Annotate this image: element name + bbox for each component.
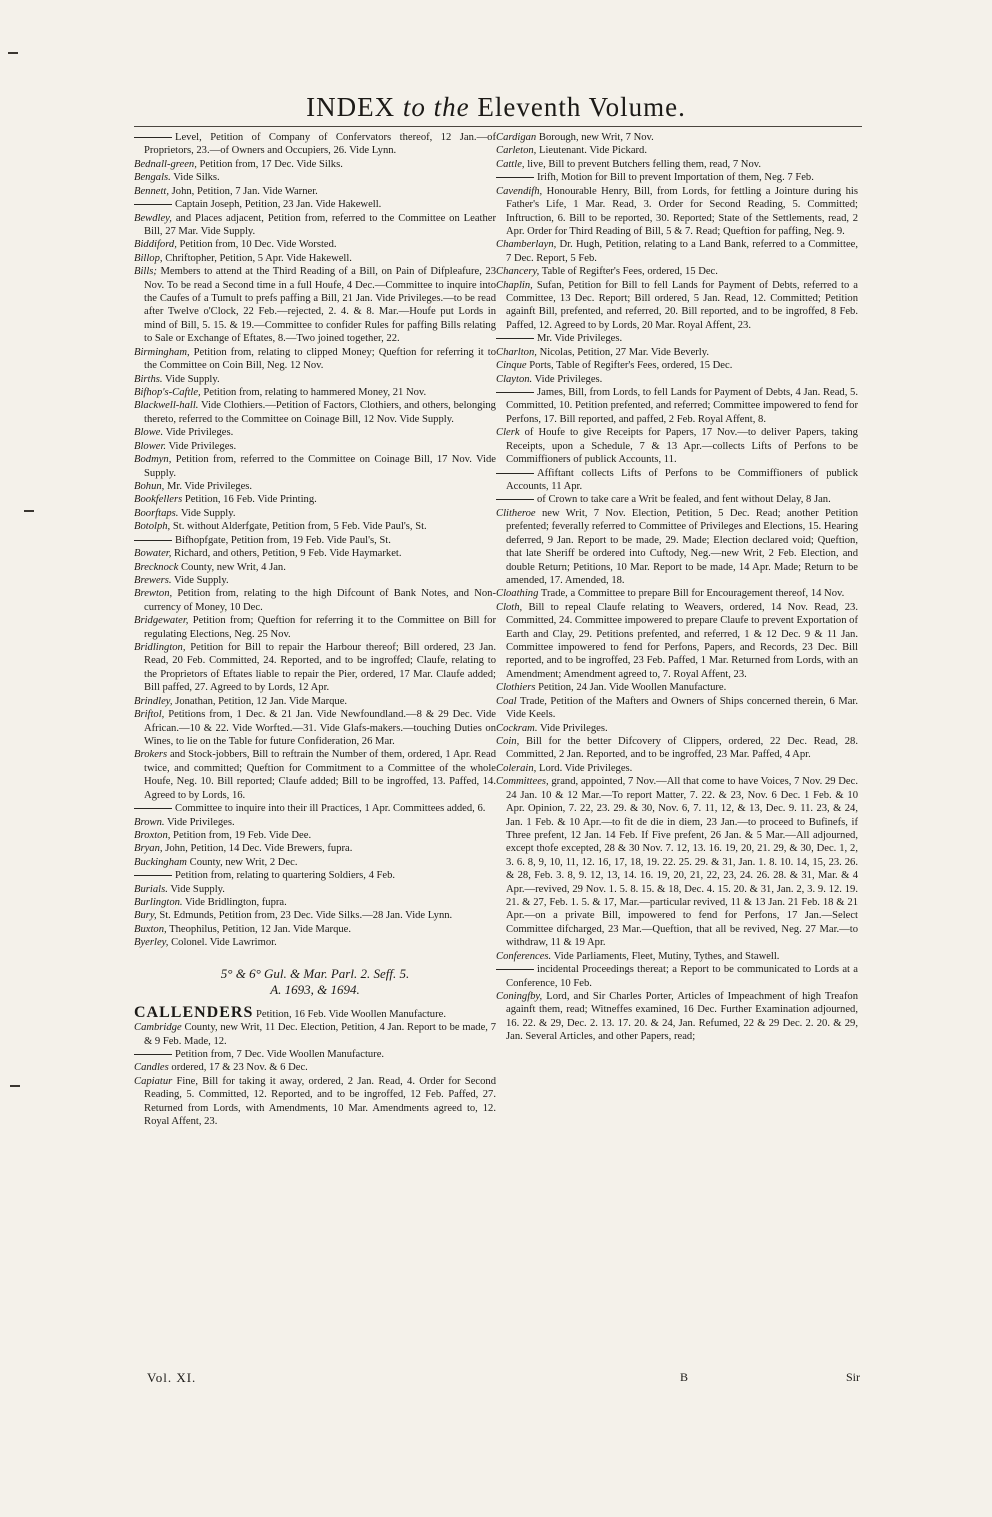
entry-text: and Places adjacent, Petition from, referred to the Committee on Leather Bill, 27 Mar. Vide Supply. (144, 212, 496, 237)
entry-text: Vide Bridlington, fupra. (185, 897, 287, 909)
entry-heading: Blackwell-hall. (134, 400, 199, 412)
entry-text: Irifh, Motion for Bill to prevent Importation of them, Neg. 7 Feb. (537, 172, 814, 184)
entry-text: Vide Supply. (174, 574, 229, 586)
index-entry (496, 950, 858, 963)
ditto-dash (496, 499, 534, 500)
entry-heading: Bewdley, (134, 212, 172, 224)
index-entry (496, 735, 858, 762)
index-entry (134, 574, 496, 587)
entry-text: Petition from; Queftion for referring it to the Committee on Bill for regulating Elections, Neg. 25 Nov. (144, 615, 496, 640)
left-column (134, 131, 496, 1129)
index-entry (134, 1021, 496, 1048)
entry-text: Vide Privileges. (539, 722, 608, 734)
index-entry (134, 842, 496, 855)
index-entry (134, 198, 496, 211)
entry-text: Chriftopher, Petition, 5 Apr. Vide Hakewell. (165, 252, 352, 264)
entry-text: and Stock-jobbers, Bill to reftrain the Number of them, ordered, 1 Apr. Read twice, and committed; Queftion for Commitment to a Committee of the whole Houfe, Neg. 10. Bill reported; Claufe added; Bill to be ingroffed, 13. Paffed, 14. Agreed to by Lords, 16. (144, 749, 496, 801)
entry-text: Petition from, relating to hammered Money, 21 Nov. (203, 387, 427, 399)
entry-text: St. without Alderfgate, Petition from, 5 Feb. Vide Paul's, St. (172, 521, 427, 533)
entry-heading: Birmingham, (134, 346, 190, 358)
header-index: INDEX (306, 92, 396, 122)
session-line-1: 5° & 6° Gul. & Mar. Parl. 2. Seff. 5. (220, 965, 410, 981)
session-heading (134, 966, 496, 998)
entry-text: Lord, and Sir Charles Porter, Articles of Impeachment of high Treafon againft them, read; Witneffes examined, 16 Dec. Further Examination adjourned, 16. 22. & 29, Dec. 2. 13. 17. 20. & 24, Jan. Refumed, 22 & 29 Dec. 2. 20. & 29, Jan. Several Articles, and other Papers, read; (506, 991, 859, 1043)
index-entry (496, 158, 858, 171)
entry-text: Petition, 16 Feb. Vide Woollen Manufacture. (256, 1008, 446, 1020)
index-entry (134, 171, 496, 184)
entry-text: Lieutenant. Vide Pickard. (538, 145, 648, 157)
entry-heading: Chancery, (496, 266, 540, 278)
entry-heading: Clayton. (496, 373, 533, 385)
entry-text: Petition from, referred to the Committee on Coinage Bill, 17 Nov. Vide Supply. (144, 454, 496, 479)
entry-text: Trade, a Committee to prepare Bill for Encouragement thereof, 14 Nov. (540, 588, 845, 600)
ditto-dash (496, 338, 534, 339)
volume-footer: Vol. XI. (147, 1370, 197, 1385)
entry-heading: Chamberlayn, (496, 239, 557, 251)
index-entry (134, 131, 496, 158)
entry-text: County, new Writ, 2 Dec. (189, 856, 298, 868)
index-entry (496, 601, 858, 682)
entry-text: Petition, 16 Feb. Vide Printing. (184, 494, 317, 506)
entry-heading: Cambridge (134, 1022, 182, 1034)
index-entry (134, 856, 496, 869)
entry-text: Petition from, relating to clipped Money; Queftion for referring it to the Committee on Coin Bill, Neg. 12 Nov. (144, 346, 496, 372)
index-entry (134, 923, 496, 936)
entry-heading: Cinque (496, 360, 527, 372)
entry-text: Captain Joseph, Petition, 23 Jan. Vide Hakewell. (175, 199, 382, 211)
entry-heading: Committees, (496, 776, 549, 788)
entry-text: of Crown to take care a Writ be fealed, and fent without Delay, 8 Jan. (537, 494, 831, 506)
index-entry (134, 480, 496, 493)
entry-text: Members to attend at the Third Reading of a Bill, on Pain of Difpleafure, 23 Nov. To be read a Second time in a full Houfe, 4 Dec.—Committee to inquire into the Caufes of a Tumult to prefs paffing a Bill, 21 Jan. Vide Privileges.—to be read after Twelve o'Clock, 22 Feb.—rejected, 2. 4. & 8. Mar.—Houfe put Lords in mind of Bill, 5. 15. & 19.—Committee to confider Rules for paffing Bills relating to Sale or Exchange of Eftates, 8.—Two joined together, 22. (144, 266, 496, 345)
entry-heading: Bryan, (134, 843, 163, 855)
index-entry (496, 963, 858, 990)
entry-text: Vide Privileges. (166, 816, 235, 828)
index-entry (134, 386, 496, 399)
margin-tick (24, 510, 34, 512)
entry-text: ordered, 17 & 23 Nov. & 6 Dec. (171, 1062, 308, 1074)
index-entry (134, 212, 496, 239)
entry-heading: Bifhop's-Caftle, (134, 387, 201, 399)
entry-text: Vide Silks. (173, 172, 220, 184)
index-entry (134, 695, 496, 708)
index-entry (134, 373, 496, 386)
right-column (496, 131, 858, 1044)
index-entry (496, 507, 858, 588)
entry-text: Richard, and others, Petition, 9 Feb. Vide Haymarket. (174, 548, 402, 560)
index-entry (496, 426, 858, 466)
entry-text: Nicolas, Petition, 27 Mar. Vide Beverly. (539, 346, 710, 358)
entry-heading: Cattle, (496, 158, 525, 170)
index-entry (496, 359, 858, 372)
entry-heading: Coal (496, 695, 517, 707)
entry-text: Bill to repeal Claufe relating to Weavers, ordered, 14 Nov. Read, 23. Committed, 24. Committee impowered to prepare Claufe to prevent Exportation of Earth and Clay, 29. Petitions prefented, and referred, 1 & 12 Dec. 9 & 11 Jan. Committee impowered to fend for Perfons, Papers, and Records, 23 Dec. Bill reported, and to be ingroffed, 23 Feb. Paffed, 1 Mar. Returned from Lords, with an Amendment; Amendment agreed to, 7. Royal Affent, 23. (506, 601, 859, 680)
index-entry (496, 279, 858, 333)
entry-text: Colonel. Vide Lawrimor. (171, 937, 277, 949)
entry-heading: Buckingham (134, 856, 187, 868)
entry-heading: Briftol, (134, 709, 165, 721)
index-entry (496, 346, 858, 359)
index-entry (496, 265, 858, 278)
entry-text: grand, appointed, 7 Nov.—All that come to have Voices, 7 Nov. 29 Dec. 24 Jan. 10 & 12 Mar.—To report Matter, 7. 22. & 23, Nov. 6 Dec. 1 Feb. & 10 Apr. Opinion, 7. 22, 23. 29. & 30, Nov. 6, 7. 11, 12, & 13, Dec. 9. 11. 23, & 24, Jan. 1 Feb. & 10 Apr.—to fit de die in diem, 23 Jan.—to proceed to Bufinefs, if Three prefent, 12 Jan. 14 Feb. If Five prefent, 26 Jan. & 5 Mar.—All adjourned, except thofe excepted, 28 & 30 Nov. 7. 12, 13. 16. 19, 20, 21. 29, & 30, Dec. 1, 2, 3. 6. 8, 9, 10, 11, 12. 16, 17, 18, 19. 22. 25. 29. & 31, Jan. 1. 8. 10. 14, 15, 23. 26. & 28, Feb. 3. 8, 9. 12, 13, 14. 16. 19, 20, 21, 22, 23, 24. 26. 28. & 31, Mar. & 4 Apr.—revived, 29 Nov. 1. 5. 8. 15. & 18, Dec. 4. 15. 20. & 31, Jan. 2, 3. 9. 12. 19. 21. & 27, Feb. 1. 5. & 17, Mar.—particular revived, 11 & 13 Jan. 21 Feb. 18 & 21 Apr.—on a private Bill, impowered to fend for Perfons, 17 Jan.—Select Committee difcharged, 23 Mar.—Queftion, that all be revived, Neg. 27 Mar.—to withdraw, 11 & 19 Apr. (506, 776, 858, 949)
index-entry (496, 373, 858, 386)
entry-heading: Cavendifh, (496, 185, 543, 197)
entry-heading: Births. (134, 373, 163, 385)
index-entry (496, 493, 858, 506)
entry-text: Vide Privileges. (165, 427, 234, 439)
entry-text: Sufan, Petition for Bill to fell Lands for Payment of Debts, referred to a Committee, 13 Dec. Report; Bill ordered, 5 Jan. Read, 12. Committed; Petition againft Bill, prefented, and referred, 20. Bill reported, and to be ingroffed, 8 Feb. Paffed, 12. Agreed to by Lords, 20 Mar. Royal Affent, 23. (506, 279, 858, 331)
entry-text: John, Petition, 7 Jan. Vide Warner. (171, 185, 318, 197)
index-entry (134, 1003, 496, 1021)
entry-text: Petitions from, 1 Dec. & 21 Jan. Vide Newfoundland.—8 & 29 Dec. Vide African.—10 & 22. Vide Worfted.—31. Vide Glafs-makers.—touching Duties on Wines, to lie on the Table for future Confideration, 26 Mar. (144, 709, 496, 747)
index-entry (134, 440, 496, 453)
index-entry (134, 708, 496, 748)
entry-text: Fine, Bill for taking it away, ordered, 2 Jan. Read, 4. Order for Second Reading, 5. Committed, 12. Reported, and to be ingroffed, 12 Feb. Paffed, 27. Returned from Lords, with Amendments, 10 Mar. Amendments agreed to, 12. Royal Affent, 23. (144, 1075, 496, 1128)
entry-text: Level, Petition of Company of Confervators thereof, 12 Jan.—of Proprietors, 23.—of Owners and Occupiers, 26. Vide Lynn. (144, 132, 496, 157)
entry-text: Petition from, relating to the high Difcount of Bank Notes, and Non-currency of Money, 10 Dec. (144, 588, 496, 613)
index-entry (134, 547, 496, 560)
entry-heading: Boorftaps. (134, 507, 179, 519)
entry-text: Table of Regifter's Fees, ordered, 15 Dec. (541, 266, 718, 278)
entry-text: Jonathan, Petition, 12 Jan. Vide Marque. (175, 695, 348, 707)
index-entry (134, 158, 496, 171)
entry-text: Petition, 24 Jan. Vide Woollen Manufacture. (538, 682, 727, 694)
ditto-dash (496, 177, 534, 178)
session-line-2: A. 1693, & 1694. (270, 981, 360, 997)
entry-text: County, new Writ, 4 Jan. (180, 561, 286, 573)
index-entry (134, 453, 496, 480)
index-entry (496, 587, 858, 600)
index-entry (496, 695, 858, 722)
index-entry (134, 641, 496, 695)
entry-text: Vide Privileges. (534, 373, 603, 385)
entry-heading: Clothiers (496, 682, 536, 694)
entry-text: live, Bill to prevent Butchers felling them, read, 7 Nov. (527, 158, 761, 170)
entry-heading: Capiatur (134, 1075, 173, 1087)
index-entry (134, 346, 496, 373)
entry-heading: Bridlington, (134, 642, 186, 654)
entry-heading: Bury, (134, 910, 157, 922)
entry-heading: Brindley, (134, 695, 173, 707)
entry-heading: Bridgewater, (134, 615, 189, 627)
ditto-dash (134, 875, 172, 876)
entry-heading: Carleton, (496, 145, 537, 157)
index-entry (496, 131, 858, 144)
entry-heading: Clitheroe (496, 507, 536, 519)
entry-text: Petition from, 19 Feb. Vide Dee. (173, 829, 312, 841)
entry-text: Petition from, 7 Dec. Vide Woollen Manufacture. (175, 1049, 385, 1060)
index-entry (134, 614, 496, 641)
entry-text: Affiftant collects Lifts of Perfons to be Commiffioners of publick Accounts, 11 Apr. (506, 467, 858, 492)
entry-heading: Candles (134, 1062, 169, 1074)
index-entry (496, 467, 858, 494)
right-entries (496, 131, 858, 1044)
entry-text: John, Petition, 14 Dec. Vide Brewers, fupra. (165, 843, 353, 855)
ditto-dash (496, 392, 534, 393)
entry-text: County, new Writ, 11 Dec. Election, Petition, 4 Jan. Report to be made, 7 & 9 Feb. Made, 12. (144, 1022, 496, 1047)
entry-heading: Byerley, (134, 937, 169, 949)
index-entry (134, 520, 496, 533)
entry-text: Petition for Bill to repair the Harbour thereof; Bill ordered, 23 Jan. Read, 20 Feb. Committed, 24. Reported, and to be ingroffed; Claufe, relating to the Proprietors of Eftates liable to repair the Pier, ordered, 17 Mar. Claufe added; Bill paffed, 27. Agreed to by Lords, 12 Apr. (144, 642, 496, 694)
index-entry (134, 816, 496, 829)
entry-heading: Blowe. (134, 427, 164, 439)
entry-text: new Writ, 7 Nov. Election, Petition, 5 Dec. Read; another Petition prefented; feverally referred to Committee of Privileges and Elections, 15. Hearing deferred, 9 Jan. Report to be made, 29. Made; Election declared void; Queftion, that late Sheriff be ordered into Cuftody, Neg.—new Writ, 2 Feb. Election, and double Return; Petitions, 10 Mar. Report to be made, 14 Apr. Made; Return to be amended, 17. Amended, 18. (506, 507, 858, 586)
ditto-dash (134, 808, 172, 809)
margin-tick (8, 52, 18, 54)
entry-heading: Bookfellers (134, 494, 183, 506)
entry-heading: Brokers (134, 749, 168, 761)
entry-heading: Cockram. (496, 722, 538, 734)
ditto-dash (134, 137, 172, 138)
entry-heading: Cardigan (496, 132, 537, 143)
header-rule (134, 126, 862, 127)
index-entry (134, 493, 496, 506)
entry-heading: Clerk (496, 427, 520, 439)
index-entry (496, 185, 858, 239)
index-entry (496, 171, 858, 184)
entry-text: Vide Parliaments, Fleet, Mutiny, Tythes, and Stawell. (553, 950, 780, 962)
entry-heading: Broxton, (134, 829, 171, 841)
ditto-dash (134, 540, 172, 541)
header-to-the: to the (402, 92, 470, 122)
entry-heading: Conferences. (496, 950, 552, 962)
entry-heading: Blower. (134, 440, 167, 452)
entry-heading: Coin, (496, 735, 520, 747)
entry-heading: Coningfby, (496, 991, 543, 1002)
index-entry (496, 762, 858, 775)
entry-heading: Cloathing (496, 588, 539, 600)
entry-heading: CALLENDERS (134, 1003, 254, 1021)
index-entry (134, 1061, 496, 1074)
ditto-dash (134, 1054, 172, 1055)
index-entry (134, 265, 496, 346)
margin-tick (10, 1085, 20, 1087)
ditto-dash (496, 969, 534, 970)
entry-heading: Bengals. (134, 172, 171, 184)
entry-heading: Buxton, (134, 923, 167, 935)
signature-mark: B (680, 1370, 689, 1384)
entry-text: Vide Privileges. (168, 440, 237, 452)
index-entry (134, 238, 496, 251)
index-entry (134, 252, 496, 265)
entry-text: Borough, new Writ, 7 Nov. (538, 132, 654, 143)
entry-heading: Bednall-green, (134, 158, 197, 170)
index-entry (134, 896, 496, 909)
index-entry (134, 936, 496, 949)
entry-text: Petition from, relating to quartering Soldiers, 4 Feb. (175, 870, 396, 882)
entry-heading: Brewers. (134, 574, 172, 586)
index-entry (134, 534, 496, 547)
entry-heading: Cloth, (496, 601, 523, 613)
index-entry (134, 748, 496, 802)
index-entry (496, 238, 858, 265)
entry-heading: Colerain, (496, 762, 537, 774)
entry-text: Mr. Vide Privileges. (166, 480, 253, 492)
entry-text: Committee to inquire into their ill Practices, 1 Apr. Committees added, 6. (175, 803, 486, 815)
index-entry (134, 185, 496, 198)
index-entry (496, 386, 858, 426)
index-entry (496, 990, 858, 1044)
index-entry (134, 399, 496, 426)
entry-text: Trade, Petition of the Mafters and Owners of Ships concerned therein, 6 Mar. Vide Keels. (506, 695, 858, 721)
index-entry (134, 507, 496, 520)
index-entry (134, 829, 496, 842)
index-entry (134, 883, 496, 896)
entry-text: Bill for the better Difcovery of Clippers, ordered, 22 Dec. Read, 28. Committed, 2 Jan. Reported, and to be ingroffed, 23 Mar. Paffed, 4 Apr. (506, 735, 858, 761)
entry-text: Dr. Hugh, Petition, relating to a Land Bank, referred to a Committee, 7 Dec. Report, 5 Feb. (506, 239, 858, 264)
index-entry (496, 722, 858, 735)
index-entry (496, 681, 858, 694)
ditto-dash (134, 204, 172, 205)
entry-heading: Bills; (134, 266, 157, 278)
entry-text: Lord. Vide Privileges. (538, 762, 633, 774)
entry-text: James, Bill, from Lords, to fell Lands for Payment of Debts, 4 Jan. Read, 5. Committed, 10. Petition prefented, and referred; Committee impowered to fend for Perfons, 17. Bill reported, and paffed, 2 Feb. Royal Affent, 8. (506, 387, 858, 425)
header-volume: Eleventh Volume. (477, 92, 686, 122)
entry-heading: Brewton, (134, 588, 173, 600)
index-entry (134, 426, 496, 439)
entry-heading: Biddiford, (134, 239, 177, 251)
entry-text: of Houfe to give Receipts for Papers, 17 Nov.—to deliver Papers, taking Receipts, upon a Schedule, 7 & 13 Apr.—collects Lifts of Perfons to be Commiffioners of publick Accounts, 11. (506, 427, 858, 466)
entry-text: Mr. Vide Privileges. (537, 333, 623, 345)
entry-text: Vide Supply. (180, 507, 236, 519)
entry-text: Petition from, 17 Dec. Vide Silks. (199, 158, 343, 170)
index-entry (134, 909, 496, 922)
index-entry (134, 1048, 496, 1061)
ditto-dash (496, 473, 534, 474)
entry-heading: Brown. (134, 816, 165, 828)
entry-text: Vide Supply. (165, 373, 220, 385)
index-entry (134, 587, 496, 614)
index-entry (496, 775, 858, 949)
entry-text: Ports, Table of Regifter's Fees, ordered, 15 Dec. (529, 360, 733, 372)
entry-text: Petition from, 10 Dec. Vide Worsted. (179, 239, 337, 251)
index-entry (134, 869, 496, 882)
entry-heading: Billop, (134, 252, 163, 264)
entry-text: Theophilus, Petition, 12 Jan. Vide Marque. (169, 923, 352, 935)
entry-text: Vide Supply. (170, 883, 225, 895)
entry-text: Honourable Henry, Bill, from Lords, for fettling a Jointure during his Father's Life, 1 Mar. Read, 3. Order for Second Reading, 5. Committed; Inftruction, 6. Bill to be reported, 30. Reported; State of the Settlements, read, 2 Apr. Order for Third Reading of Bill, 5 & 7. Read; Queftion for paffing, Neg. 9. (506, 185, 858, 237)
entry-heading: Bodmyn, (134, 454, 172, 466)
entry-heading: Burlington. (134, 897, 183, 909)
entry-heading: Burials. (134, 883, 168, 895)
entry-text: incidental Proceedings thereat; a Report to be communicated to Lords at a Conference, 10 Feb. (506, 964, 858, 989)
entry-heading: Charlton, (496, 346, 537, 358)
index-entry (496, 332, 858, 345)
entry-text: Vide Clothiers.—Petition of Factors, Clothiers, and others, belonging thereto, referred to the Committee on Coinage Bill, 12 Nov. Vide Supply. (144, 400, 496, 425)
entry-text: Bifhopfgate, Petition from, 19 Feb. Vide Paul's, St. (175, 534, 391, 546)
entry-heading: Bohun, (134, 480, 165, 492)
index-entry (134, 1075, 496, 1129)
left-entries-after (134, 1003, 496, 1129)
index-entry (134, 802, 496, 815)
index-entry (496, 144, 858, 157)
page-header (0, 92, 992, 122)
entry-text: St. Edmunds, Petition from, 23 Dec. Vide Silks.—28 Jan. Vide Lynn. (159, 910, 453, 922)
entry-heading: Bowater, (134, 548, 172, 560)
entry-heading: Botolph, (134, 521, 171, 533)
index-entry (134, 561, 496, 574)
entry-heading: Bennett, (134, 185, 170, 197)
entry-heading: Chaplin, (496, 279, 533, 291)
left-entries (134, 131, 496, 950)
catchword: Sir (846, 1370, 861, 1384)
entry-heading: Brecknock (134, 561, 179, 573)
